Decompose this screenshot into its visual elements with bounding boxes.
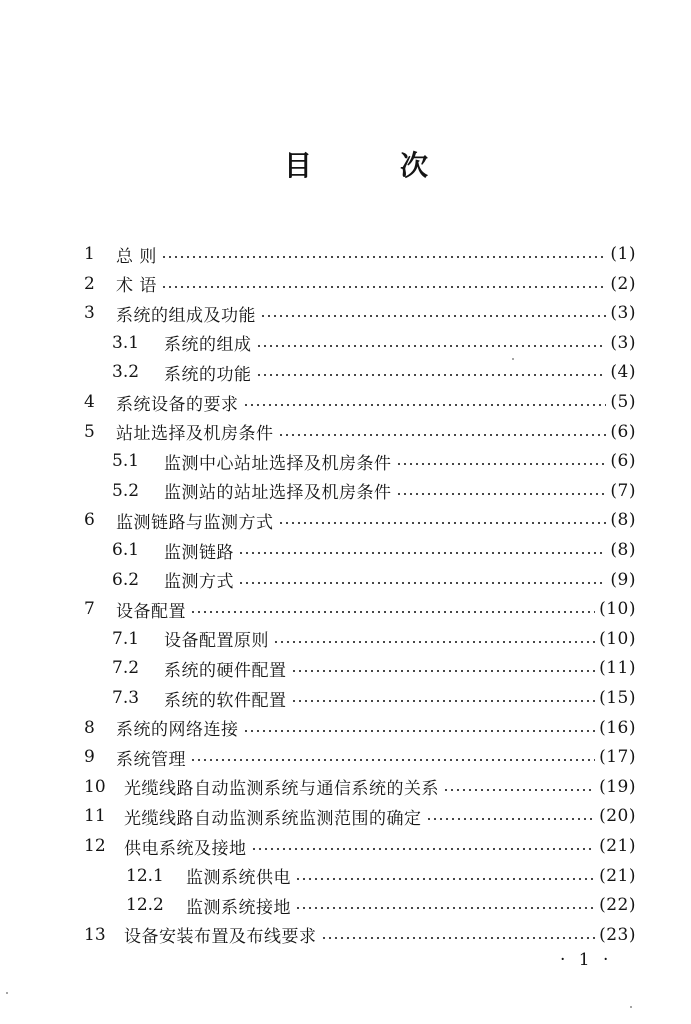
toc-entry[interactable] (112, 329, 636, 357)
toc-entry-number: 3.1 (112, 332, 140, 353)
toc-entry[interactable] (112, 358, 636, 386)
toc-entry-page: (6) (610, 451, 636, 472)
page-title (0, 146, 691, 186)
toc-entry-page: (21) (599, 865, 636, 886)
toc-entry[interactable] (112, 684, 636, 712)
toc-entry[interactable] (112, 654, 636, 682)
toc-entry-title: 监测中心站址选择及机房条件 (164, 453, 392, 474)
toc-entry[interactable] (84, 299, 636, 327)
title-char-2: 次 (400, 149, 429, 182)
toc-entry-page: (19) (599, 776, 636, 797)
toc-entry-title: 供电系统及接地 (124, 838, 247, 859)
toc-entry-title: 系统的软件配置 (164, 690, 287, 711)
dot-leader (273, 625, 595, 653)
toc-entry-title: 设备配置 (116, 601, 186, 622)
toc-entry-number: 6.2 (112, 569, 140, 590)
toc-entry-number: 10 (84, 776, 106, 797)
toc-entry-page: (17) (599, 747, 636, 768)
toc-entry-title: 系统管理 (116, 749, 186, 770)
dot-leader (251, 832, 596, 860)
toc-entry-title: 系统的组成 (164, 335, 252, 356)
title-char-1: 目 (284, 149, 313, 182)
toc-entry-page: (11) (599, 658, 636, 679)
toc-entry-title: 监测系统供电 (186, 868, 291, 889)
page-number-footer: · 1 · (560, 950, 613, 970)
toc-entry[interactable] (112, 447, 636, 475)
toc-entry-page: (5) (610, 392, 636, 412)
dot-leader (295, 862, 595, 890)
dot-leader (161, 240, 607, 268)
dot-leader (238, 566, 606, 594)
toc-entry-page: (16) (599, 717, 636, 738)
dot-leader (426, 802, 596, 830)
toc-entry-title: 总 则 (116, 246, 157, 267)
toc-entry-number: 7.1 (112, 628, 140, 649)
toc-entry[interactable] (84, 270, 636, 298)
toc-entry-title: 系统的硬件配置 (164, 660, 287, 681)
toc-entry-page: (1) (610, 244, 636, 264)
dot-leader (278, 418, 607, 446)
toc-entry-page: (10) (599, 628, 636, 649)
dot-leader (321, 921, 596, 949)
dot-leader (396, 477, 607, 505)
toc-entry-title: 设备配置原则 (164, 631, 269, 652)
toc-entry[interactable] (84, 595, 636, 623)
toc-entry-page: (8) (610, 510, 636, 531)
scan-speck (630, 1006, 632, 1008)
toc-entry[interactable] (84, 773, 636, 801)
toc-entry[interactable] (112, 536, 636, 564)
toc-entry[interactable] (84, 240, 636, 268)
toc-entry-number: 5 (84, 421, 95, 442)
toc-entry[interactable] (126, 891, 636, 919)
toc-entry-page: (8) (610, 540, 636, 560)
dot-leader (243, 388, 607, 416)
toc-entry-page: (20) (599, 806, 636, 827)
toc-entry-number: 6 (84, 510, 95, 531)
toc-entry-page: (22) (599, 895, 636, 916)
toc-entry-title: 监测链路与监测方式 (116, 512, 274, 533)
toc-entry-page: (23) (599, 924, 636, 945)
toc-entry-title: 系统设备的要求 (116, 394, 239, 415)
toc-entry[interactable] (84, 418, 636, 446)
dot-leader (443, 773, 595, 801)
toc-entry[interactable] (84, 832, 636, 860)
toc-entry-page: (21) (599, 836, 636, 856)
toc-entry-page: (3) (610, 303, 636, 324)
dot-leader (291, 684, 596, 712)
toc-entry-page: (7) (610, 480, 636, 501)
scan-speck (6, 992, 8, 994)
dot-leader (295, 891, 595, 919)
dot-leader (243, 714, 596, 742)
toc-entry-page: (2) (610, 273, 636, 294)
toc-entry[interactable] (84, 388, 636, 416)
toc-entry-number: 5.1 (112, 451, 140, 472)
dot-leader (291, 654, 596, 682)
toc-entry-page: (15) (599, 688, 636, 708)
toc-entry-page: (6) (610, 421, 636, 442)
toc-entry-number: 11 (84, 806, 106, 827)
toc-entry-title: 监测链路 (164, 542, 234, 563)
dot-leader (256, 358, 607, 386)
toc-entry-page: (4) (610, 362, 636, 383)
toc-entry-number: 9 (84, 747, 95, 768)
toc-entry-title: 系统的组成及功能 (116, 305, 256, 326)
toc-entry-number: 2 (84, 273, 95, 294)
toc-entry[interactable] (112, 566, 636, 594)
toc-entry-number: 13 (84, 924, 106, 945)
toc-entry[interactable] (84, 743, 636, 771)
dot-leader (238, 536, 606, 564)
toc-entry-number: 12 (84, 836, 106, 856)
toc-entry-number: 8 (84, 717, 95, 738)
toc-entry-title: 系统的功能 (164, 364, 252, 385)
toc-entry[interactable] (112, 625, 636, 653)
toc-entry-number: 6.1 (112, 540, 140, 560)
toc-entry-title: 设备安装布置及布线要求 (124, 927, 317, 948)
toc-entry-number: 4 (84, 392, 95, 412)
toc-entry-number: 7.2 (112, 658, 140, 679)
toc-entry-number: 7 (84, 599, 95, 620)
toc-entry-title: 监测方式 (164, 572, 234, 593)
toc-entry-title: 光缆线路自动监测系统与通信系统的关系 (124, 779, 439, 800)
dot-leader (190, 743, 595, 771)
toc-entry[interactable] (84, 802, 636, 830)
dot-leader (161, 270, 607, 298)
toc-entry-number: 3.2 (112, 362, 140, 383)
toc-entry-title: 术 语 (116, 276, 157, 297)
toc-entry-number: 3 (84, 303, 95, 324)
toc-entry-number: 12.1 (126, 865, 164, 886)
toc-entry-title: 监测系统接地 (186, 897, 291, 918)
toc-entry-page: (9) (610, 569, 636, 590)
toc-entry-title: 监测站的站址选择及机房条件 (164, 483, 392, 504)
toc-entry[interactable] (126, 862, 636, 890)
toc-entry[interactable] (84, 921, 636, 949)
scan-speck (512, 358, 514, 360)
toc-entry[interactable] (112, 477, 636, 505)
toc-entry-number: 5.2 (112, 480, 140, 501)
toc-entry[interactable] (84, 506, 636, 534)
toc-entry-number: 12.2 (126, 895, 164, 916)
dot-leader (278, 506, 607, 534)
toc-entry-number: 1 (84, 244, 95, 264)
toc-entry-title: 系统的网络连接 (116, 720, 239, 741)
dot-leader (190, 595, 595, 623)
toc-entry-page: (10) (599, 599, 636, 620)
toc-entry-title: 光缆线路自动监测系统监测范围的确定 (124, 808, 422, 829)
toc-entry-title: 站址选择及机房条件 (116, 424, 274, 445)
toc-entry[interactable] (84, 714, 636, 742)
toc-entry-page: (3) (610, 332, 636, 353)
dot-leader (256, 329, 607, 357)
toc-entry-number: 7.3 (112, 688, 140, 708)
dot-leader (396, 447, 607, 475)
dot-leader (260, 299, 606, 327)
